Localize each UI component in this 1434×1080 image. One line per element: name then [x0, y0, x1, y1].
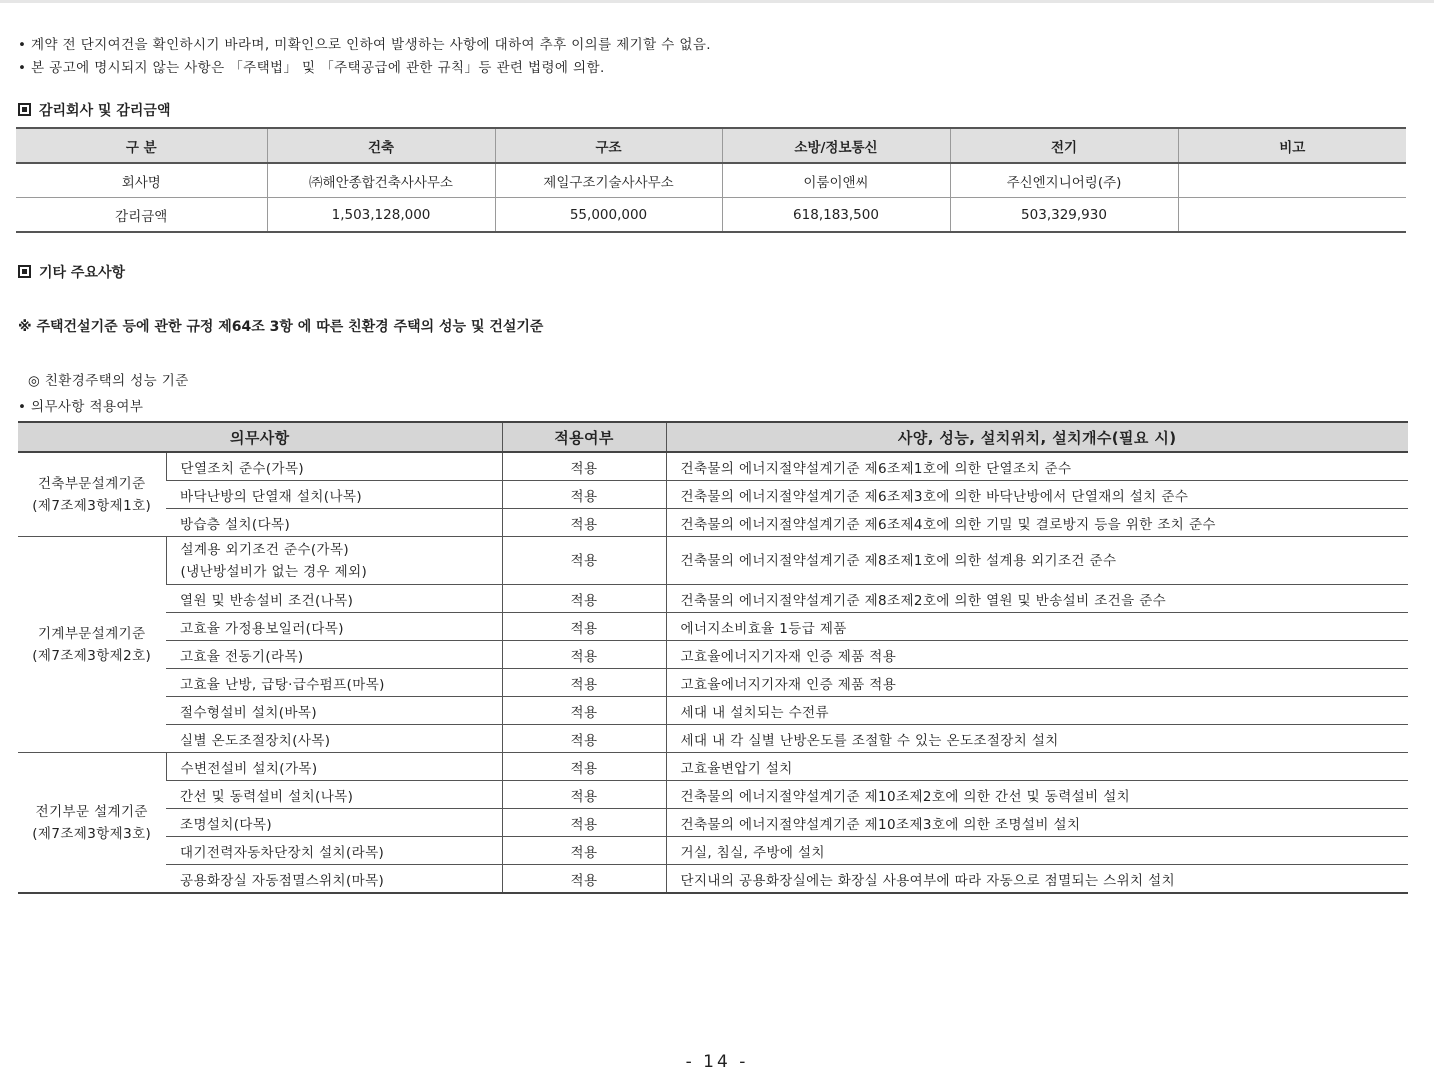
applied-status: 적용 [502, 585, 666, 613]
audit-header-structure: 구조 [495, 128, 722, 163]
spec-text: 단지내의 공용화장실에는 화장실 사용여부에 따라 자동으로 점멸되는 스위치 설치 [666, 865, 1408, 894]
applied-status: 적용 [502, 697, 666, 725]
other-section-title [18, 262, 125, 282]
spec-text: 건축물의 에너지절약설계기준 제10조제3호에 의한 조명설비 설치 [666, 809, 1408, 837]
duty-item: 고효율 가정용보일러(다목) [166, 613, 502, 641]
group-mechanical [18, 537, 166, 753]
applied-status: 적용 [502, 509, 666, 537]
table-row [18, 865, 1408, 894]
group-name: 기계부문설계기준 [37, 625, 146, 642]
table-row [18, 481, 1408, 509]
table-cell: 1,503,128,000 [267, 198, 495, 233]
table-cell: 감리금액 [16, 198, 267, 233]
group-architecture [18, 452, 166, 537]
audit-header-fire-telecom: 소방/정보통신 [722, 128, 950, 163]
spec-text: 에너지소비효율 1등급 제품 [666, 613, 1408, 641]
audit-table [16, 127, 1406, 233]
table-row [18, 509, 1408, 537]
table-row [18, 585, 1408, 613]
group-name: 전기부문 설계기준 [35, 803, 148, 820]
applied-status: 적용 [502, 781, 666, 809]
table-cell: 제일구조기술사사무소 [495, 163, 722, 198]
spec-text: 건축물의 에너지절약설계기준 제8조제2호에 의한 열원 및 반송설비 조건을 준수 [666, 585, 1408, 613]
audit-header-remarks: 비고 [1178, 128, 1406, 163]
duty-item-line1: 설계용 외기조건 준수(가목) [180, 541, 350, 558]
top-divider [0, 0, 1434, 3]
filled-square-icon [18, 265, 31, 278]
table-cell: ㈜해안종합건축사사무소 [267, 163, 495, 198]
group-name: 건축부문설계기준 [37, 475, 146, 492]
table-row [18, 697, 1408, 725]
spec-text: 건축물의 에너지절약설계기준 제6조제1호에 의한 단열조치 준수 [666, 452, 1408, 481]
applied-status: 적용 [502, 865, 666, 894]
regulation-title: ※ 주택건설기준 등에 관한 규정 제64조 3항 에 따른 친환경 주택의 성능 및 건설기준 [18, 319, 544, 335]
audit-section-title [18, 100, 170, 120]
table-row [18, 809, 1408, 837]
applied-status: 적용 [502, 669, 666, 697]
eco-header-applied: 적용여부 [502, 422, 666, 452]
duty-item-line2: (냉난방설비가 없는 경우 제외) [180, 563, 368, 580]
table-row [18, 537, 1408, 585]
table-cell [1178, 198, 1406, 233]
duty-item: 고효율 난방, 급탕·급수펌프(마목) [166, 669, 502, 697]
table-row [18, 613, 1408, 641]
table-row [18, 669, 1408, 697]
audit-header-row [16, 128, 1406, 163]
duty-item: 조명설치(다목) [166, 809, 502, 837]
spec-text: 세대 내 설치되는 수전류 [666, 697, 1408, 725]
filled-square-icon [18, 103, 31, 116]
group-electrical [18, 753, 166, 894]
applied-status: 적용 [502, 837, 666, 865]
table-row [18, 837, 1408, 865]
duty-item [166, 537, 502, 585]
spec-text: 건축물의 에너지절약설계기준 제8조제1호에 의한 설계용 외기조건 준수 [666, 537, 1408, 585]
eco-header-row [18, 422, 1408, 452]
duty-item: 바닥난방의 단열재 설치(나목) [166, 481, 502, 509]
table-cell: 회사명 [16, 163, 267, 198]
applied-status: 적용 [502, 537, 666, 585]
spec-text: 건축물의 에너지절약설계기준 제10조제2호에 의한 간선 및 동력설비 설치 [666, 781, 1408, 809]
spec-text: 고효율변압기 설치 [666, 753, 1408, 781]
applied-status: 적용 [502, 753, 666, 781]
duty-item: 고효율 전동기(라목) [166, 641, 502, 669]
table-row [18, 753, 1408, 781]
duty-item: 절수형설비 설치(바목) [166, 697, 502, 725]
duty-item: 단열조치 준수(가목) [166, 452, 502, 481]
table-cell: 503,329,930 [950, 198, 1178, 233]
note-contract: • 계약 전 단지여건을 확인하시기 바라며, 미확인으로 인하여 발생하는 사항에 대하여 추후 이의를 제기할 수 없음. [18, 37, 711, 53]
audit-header-electrical: 전기 [950, 128, 1178, 163]
audit-row-amount [16, 198, 1406, 233]
table-cell: 618,183,500 [722, 198, 950, 233]
table-row [18, 641, 1408, 669]
table-cell [1178, 163, 1406, 198]
table-row [18, 781, 1408, 809]
duty-item: 공용화장실 자동점멸스위치(마목) [166, 865, 502, 894]
applied-status: 적용 [502, 452, 666, 481]
duty-title: • 의무사항 적용여부 [18, 399, 144, 415]
table-row [18, 452, 1408, 481]
duty-item: 실별 온도조절장치(사목) [166, 725, 502, 753]
table-cell: 주신엔지니어링(주) [950, 163, 1178, 198]
duty-item: 열원 및 반송설비 조건(나목) [166, 585, 502, 613]
applied-status: 적용 [502, 481, 666, 509]
table-row [18, 725, 1408, 753]
group-ref: (제7조제3항제2호) [32, 647, 152, 664]
applied-status: 적용 [502, 613, 666, 641]
applied-status: 적용 [502, 809, 666, 837]
other-section-label: 기타 주요사항 [39, 265, 126, 281]
applied-status: 적용 [502, 725, 666, 753]
note-regulation: • 본 공고에 명시되지 않는 사항은 「주택법」 및 「주택공급에 관한 규칙」등 관련 법령에 의함. [18, 60, 605, 76]
table-cell: 55,000,000 [495, 198, 722, 233]
audit-section-label: 감리회사 및 감리금액 [39, 103, 171, 119]
performance-title: ◎ 친환경주택의 성능 기준 [28, 373, 189, 389]
eco-header-spec: 사양, 성능, 설치위치, 설치개수(필요 시) [666, 422, 1408, 452]
duty-item: 수변전설비 설치(가목) [166, 753, 502, 781]
page-number: - 14 - [685, 1052, 749, 1072]
spec-text: 고효율에너지기자재 인증 제품 적용 [666, 641, 1408, 669]
duty-item: 방습층 설치(다목) [166, 509, 502, 537]
duty-item: 대기전력자동차단장치 설치(라목) [166, 837, 502, 865]
spec-text: 거실, 침실, 주방에 설치 [666, 837, 1408, 865]
group-ref: (제7조제3항제3호) [32, 825, 152, 842]
eco-header-duty: 의무사항 [18, 422, 502, 452]
audit-row-company [16, 163, 1406, 198]
applied-status: 적용 [502, 641, 666, 669]
group-ref: (제7조제3항제1호) [32, 497, 152, 514]
spec-text: 고효율에너지기자재 인증 제품 적용 [666, 669, 1408, 697]
duty-item: 간선 및 동력설비 설치(나목) [166, 781, 502, 809]
spec-text: 세대 내 각 실별 난방온도를 조절할 수 있는 온도조절장치 설치 [666, 725, 1408, 753]
spec-text: 건축물의 에너지절약설계기준 제6조제3호에 의한 바닥난방에서 단열재의 설치 준수 [666, 481, 1408, 509]
audit-header-category: 구 분 [16, 128, 267, 163]
audit-header-architecture: 건축 [267, 128, 495, 163]
spec-text: 건축물의 에너지절약설계기준 제6조제4호에 의한 기밀 및 결로방지 등을 위한 조치 준수 [666, 509, 1408, 537]
eco-standards-table [18, 421, 1408, 894]
table-cell: 이룸이앤씨 [722, 163, 950, 198]
